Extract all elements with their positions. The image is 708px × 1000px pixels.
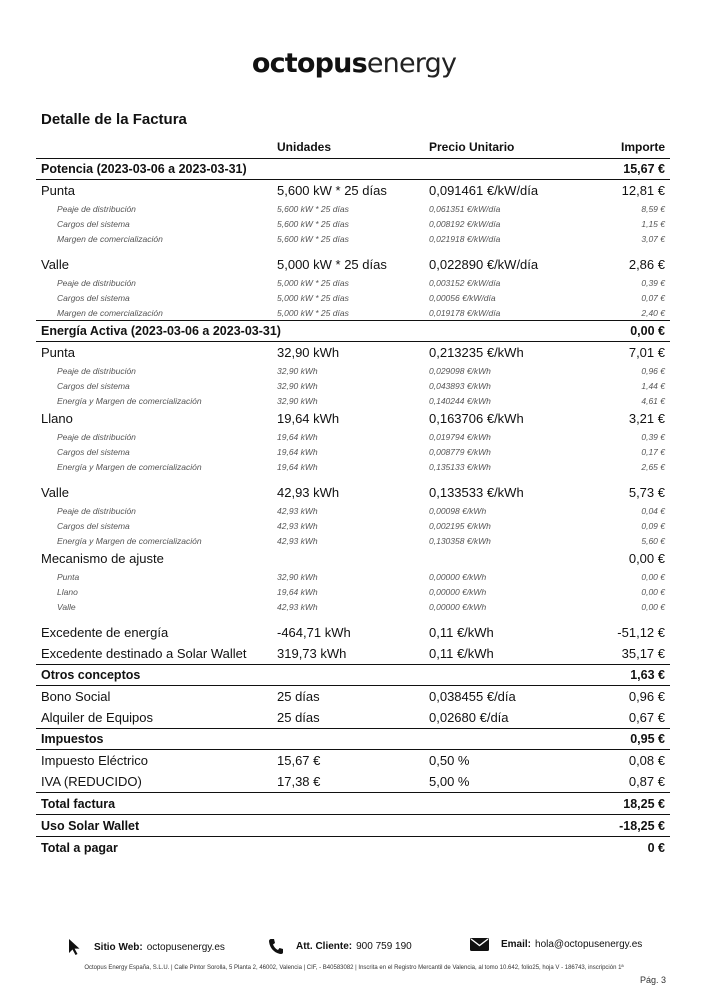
- brand-logo-bold: octopus: [251, 48, 367, 79]
- web-label: Sitio Web:: [94, 941, 143, 953]
- sub-line-item: Energía y Margen de comercialización 42,93 kWh 0,130358 €/kWh 5,60 €: [57, 535, 665, 546]
- sub-line-item: Cargos del sistema 5,600 kW * 25 días 0,008192 €/kW/día 1,15 €: [57, 218, 665, 229]
- category-row-energia: [36, 321, 670, 342]
- total-a-pagar-row: Total a pagar 0 €: [36, 837, 670, 859]
- line-item: Mecanismo de ajuste 0,00 €: [41, 551, 665, 566]
- category-label: Impuestos: [36, 729, 580, 750]
- category-label: Potencia (2023-03-06 a 2023-03-31): [36, 159, 580, 180]
- category-label: Energía Activa (2023-03-06 a 2023-03-31): [36, 321, 580, 342]
- sub-line-item: Cargos del sistema 32,90 kWh 0,043893 €/kWh 1,44 €: [57, 380, 665, 391]
- category-total: 0,95 €: [580, 729, 670, 750]
- line-item: Excedente destinado a Solar Wallet 319,73 kWh 0,11 €/kWh 35,17 €: [41, 646, 665, 661]
- line-item: IVA (REDUCIDO) 17,38 € 5,00 % 0,87 €: [41, 774, 665, 789]
- sub-line-item: Cargos del sistema 19,64 kWh 0,008779 €/kWh 0,17 €: [57, 446, 665, 457]
- category-total: 0,00 €: [580, 321, 670, 342]
- phone-value[interactable]: 900 759 190: [356, 941, 412, 952]
- solar-wallet-row: Uso Solar Wallet -18,25 €: [36, 815, 670, 837]
- sub-line-item: Energía y Margen de comercialización 32,90 kWh 0,140244 €/kWh 4,61 €: [57, 395, 665, 406]
- category-row-potencia: [36, 159, 670, 180]
- header-unit-price: Precio Unitario: [429, 140, 515, 154]
- web-value[interactable]: octopusenergy.es: [146, 941, 225, 953]
- invoice-detail-table: [36, 136, 670, 858]
- line-item: Valle 42,93 kWh 0,133533 €/kWh 5,73 €: [41, 485, 665, 500]
- line-item: Impuesto Eléctrico 15,67 € 0,50 % 0,08 €: [41, 753, 665, 768]
- sub-line-item: Peaje de distribución 5,600 kW * 25 días 0,061351 €/kW/día 8,59 €: [57, 203, 665, 214]
- phone-label: Att. Cliente:: [296, 941, 353, 952]
- sub-line-item: Cargos del sistema 42,93 kWh 0,002195 €/kWh 0,09 €: [57, 520, 665, 531]
- category-row-otros: [36, 665, 670, 686]
- header-units: Unidades: [277, 140, 332, 154]
- email-label: Email:: [501, 939, 532, 950]
- sub-line-item: Peaje de distribución 42,93 kWh 0,00098 €/kWh 0,04 €: [57, 505, 665, 516]
- footer-web[interactable]: [68, 938, 225, 956]
- line-item: Valle 5,000 kW * 25 días 0,022890 €/kW/día 2,86 €: [41, 257, 665, 272]
- total-factura-row: Total factura 18,25 €: [36, 793, 670, 815]
- sub-line-item: Margen de comercialización 5,600 kW * 25 días 0,021918 €/kW/día 3,07 €: [57, 233, 665, 244]
- line-item: Excedente de energía -464,71 kWh 0,11 €/kWh -51,12 €: [41, 625, 665, 640]
- category-total: 1,63 €: [580, 665, 670, 686]
- line-item: Llano 19,64 kWh 0,163706 €/kWh 3,21 €: [41, 411, 665, 426]
- sub-line-item: Cargos del sistema 5,000 kW * 25 días 0,00056 €/kW/día 0,07 €: [57, 292, 665, 303]
- sub-line-item: Energía y Margen de comercialización 19,64 kWh 0,135133 €/kWh 2,65 €: [57, 461, 665, 472]
- sub-line-item: Llano 19,64 kWh 0,00000 €/kWh 0,00 €: [57, 586, 665, 597]
- sub-line-item: Punta 32,90 kWh 0,00000 €/kWh 0,00 €: [57, 571, 665, 582]
- category-total: 15,67 €: [580, 159, 670, 180]
- line-item: Alquiler de Equipos 25 días 0,02680 €/día 0,67 €: [41, 710, 665, 725]
- table-header-row: [36, 136, 670, 159]
- brand-logo-light: energy: [366, 48, 457, 79]
- page-title: Detalle de la Factura: [41, 111, 187, 128]
- email-value[interactable]: hola@octopusenergy.es: [535, 939, 643, 950]
- sub-line-item: Valle 42,93 kWh 0,00000 €/kWh 0,00 €: [57, 601, 665, 612]
- sub-line-item: Margen de comercialización 5,000 kW * 25 días 0,019178 €/kW/día 2,40 €: [57, 307, 665, 318]
- footer-phone[interactable]: [268, 938, 412, 955]
- sub-line-item: Peaje de distribución 5,000 kW * 25 días 0,003152 €/kW/día 0,39 €: [57, 277, 665, 288]
- line-item: Punta 5,600 kW * 25 días 0,091461 €/kW/día 12,81 €: [41, 183, 665, 198]
- legal-text: Octopus Energy España, S.L.U. | Calle Pintor Sorolla, 5 Planta 2, 46002, Valencia | CIF, - B40583082 | Inscrita en el Registro Mercantil de Valencia, al tomo 10.642, folio25, hoja V - 186743, inscripción 1ª: [84, 965, 624, 971]
- category-row-impuestos: [36, 729, 670, 750]
- cursor-icon: [68, 938, 82, 956]
- brand-logo: [0, 44, 708, 84]
- header-amount: Importe: [620, 140, 665, 154]
- sub-line-item: Peaje de distribución 32,90 kWh 0,029098 €/kWh 0,96 €: [57, 365, 665, 376]
- mail-icon: [470, 938, 489, 951]
- footer-email[interactable]: [470, 938, 642, 951]
- line-item: Punta 32,90 kWh 0,213235 €/kWh 7,01 €: [41, 345, 665, 360]
- sub-line-item: Peaje de distribución 19,64 kWh 0,019794 €/kWh 0,39 €: [57, 431, 665, 442]
- footer-contacts: [0, 938, 708, 960]
- phone-icon: [268, 938, 284, 955]
- category-label: Otros conceptos: [36, 665, 580, 686]
- page-number: Pág. 3: [639, 975, 666, 985]
- line-item: Bono Social 25 días 0,038455 €/día 0,96 €: [41, 689, 665, 704]
